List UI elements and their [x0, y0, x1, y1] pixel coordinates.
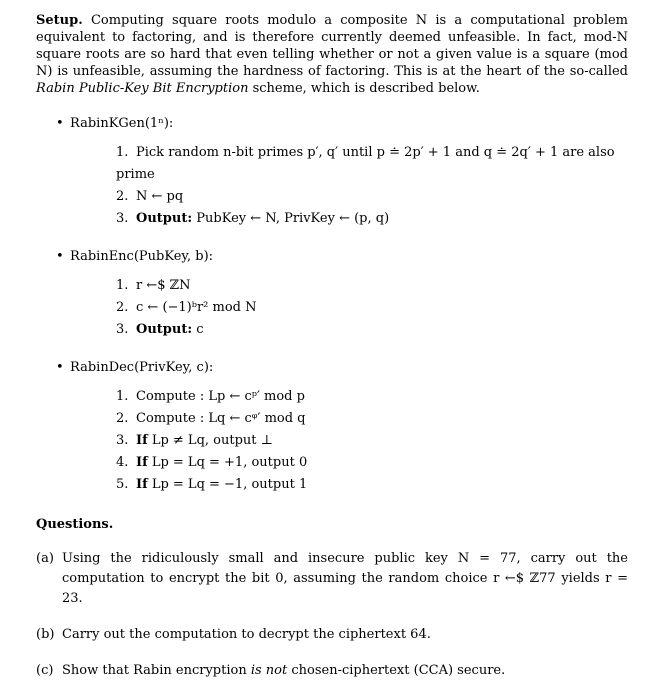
list-item: 4. If Lp = Lq = +1, output 0 — [116, 455, 308, 470]
list-item: 1. Pick random n-bit primes p′, q′ until p ≐ 2p′ + 1 and q ≐ 2q′ + 1 are also prime — [116, 145, 615, 182]
list-item: 2. Compute : Lq ← cᵠ′ mod q — [116, 411, 306, 426]
list-item: 1. r ←$ ℤN — [116, 278, 191, 293]
problem-page — [36, 12, 628, 681]
list-item: 2. N ← pq — [116, 189, 184, 204]
question-b-text: Carry out the computation to decrypt the ciphertext 64. — [62, 627, 431, 642]
algo-dec-heading: RabinDec(PrivKey, c): — [70, 360, 214, 375]
list-item: 5. If Lp = Lq = −1, output 1 — [116, 477, 308, 492]
list-item: 2. c ← (−1)ᵇr² mod N — [116, 300, 257, 315]
list-item: 3. Output: c — [116, 322, 204, 337]
setup-text-2: scheme, which is described below. — [248, 81, 480, 96]
algo-enc — [36, 248, 628, 341]
question-b — [36, 625, 628, 645]
algo-keygen-heading: RabinKGen(1ⁿ): — [70, 116, 174, 131]
question-c-emph: is not — [250, 663, 288, 678]
questions-heading: Questions. — [36, 517, 114, 532]
question-c-text-1: Show that Rabin encryption — [62, 663, 251, 678]
algo-dec — [36, 359, 628, 496]
list-item: 1. Compute : Lp ← cᵖ′ mod p — [116, 389, 305, 404]
question-a-text: Using the ridiculously small and insecure public key N = 77, carry out the computation to encrypt the bit 0, assuming the random choice r ←$ ℤ77 yields r = 23. — [62, 551, 628, 606]
algo-keygen — [36, 115, 628, 230]
setup-paragraph — [36, 12, 628, 97]
algo-enc-heading: RabinEnc(PubKey, b): — [70, 249, 214, 264]
question-c-text-2: chosen-ciphertext (CCA) secure. — [287, 663, 506, 678]
question-a — [36, 549, 628, 609]
question-a-label: (a) — [36, 551, 54, 566]
setup-label: Setup. — [36, 13, 83, 28]
question-b-label: (b) — [36, 627, 55, 642]
setup-text-1: Computing square roots modulo a composite N is a computational problem equivalent to factoring, and is therefore currently deemed unfeasible. In fact, mod-N square roots are so hard that even telling whether or not a given value is a square (mod N) is unfeasible, assuming the hardness of factoring. This is at the heart of the so-called — [36, 13, 628, 79]
setup-emph: Rabin Public-Key Bit Encryption — [36, 81, 249, 96]
dec-steps — [70, 386, 628, 496]
question-c-label: (c) — [36, 663, 54, 678]
enc-steps — [70, 275, 628, 341]
question-c — [36, 661, 628, 681]
list-item: 3. Output: PubKey ← N, PrivKey ← (p, q) — [116, 211, 390, 226]
keygen-steps — [70, 142, 628, 230]
list-item: 3. If Lp ≠ Lq, output ⊥ — [116, 433, 273, 448]
